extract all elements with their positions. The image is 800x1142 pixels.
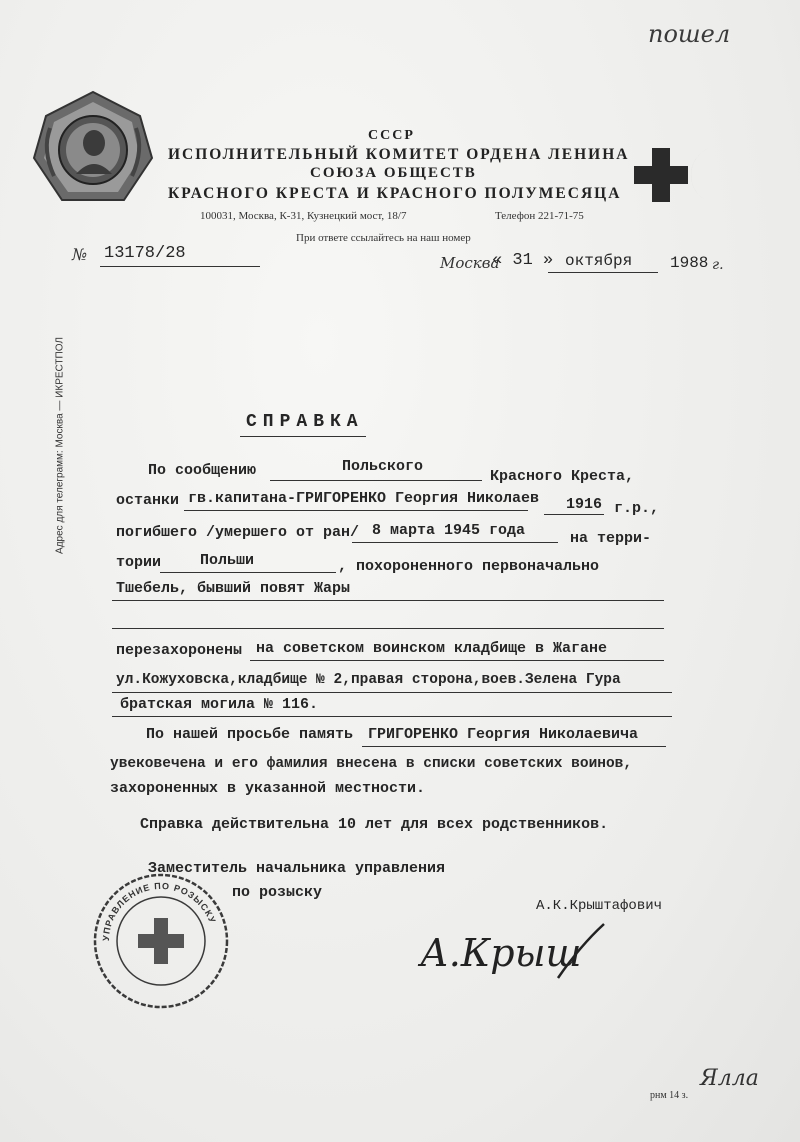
signatory-name: А.К.Крыштафович — [536, 898, 663, 914]
body-line-1b: Польского — [342, 458, 424, 475]
ref-city: Москва — [440, 254, 500, 272]
header-phone: Телефон 221-71-75 — [495, 210, 584, 222]
header-ussr: СССР — [368, 128, 415, 143]
body-line-2b: гв.капитана-ГРИГОРЕНКО Георгия Николаев — [188, 490, 540, 507]
body-line-2a: останки — [116, 492, 180, 509]
order-of-lenin-emblem-icon — [28, 88, 158, 208]
signatory-title-1: Заместитель начальника управления — [148, 860, 446, 877]
header-red-cross: КРАСНОГО КРЕСТА И КРАСНОГО ПОЛУМЕСЯЦА — [168, 185, 622, 202]
round-official-stamp — [88, 868, 234, 1014]
corner-handwritten-note: пошел — [648, 20, 731, 48]
body-line-4c: , похороненного первоначально — [338, 558, 600, 575]
body-line-4a: тории — [116, 554, 162, 571]
body-line-11: захороненных в указанной местности. — [110, 780, 426, 797]
body-line-3c: на терри- — [570, 530, 652, 547]
ref-day: « 31 » — [492, 251, 554, 270]
body-line-3a: погибшего /умершего от ран/ — [116, 524, 360, 541]
header-union: СОЮЗА ОБЩЕСТВ — [310, 165, 477, 181]
body-line-9a: По нашей просьбе память — [146, 726, 354, 743]
body-line-6b: на советском воинском кладбище в Жагане — [256, 640, 608, 657]
body-line-5: Тшебель, бывший повят Жары — [116, 580, 351, 597]
body-line-8: братская могила № 116. — [120, 696, 319, 713]
body-line-2c: 1916 — [566, 496, 603, 513]
header-committee: ИСПОЛНИТЕЛЬНЫЙ КОМИТЕТ ОРДЕНА ЛЕНИНА — [168, 146, 630, 163]
body-line-7: ул.Кожуховска,кладбище № 2,правая сторона,воев.Зелена Гура — [116, 672, 621, 688]
ref-number: 13178/28 — [104, 244, 186, 263]
body-line-6a: перезахоронены — [116, 642, 243, 659]
telegram-address: Адрес для телеграмм: Москва — ИКРЕСТПОЛ — [54, 337, 66, 554]
footer-handwriting: Ялла — [700, 1066, 759, 1091]
handwritten-signature — [408, 916, 618, 990]
ref-year: 1988 — [670, 254, 709, 272]
svg-text:УПРАВЛЕНИЕ ПО РОЗЫСКУ: УПРАВЛЕНИЕ ПО РОЗЫСКУ — [100, 880, 218, 942]
body-line-3b: 8 марта 1945 года — [372, 522, 526, 539]
red-cross-crescent-logo-icon — [632, 140, 742, 210]
footer-code: рнм 14 з. — [650, 1090, 689, 1101]
header-address: 100031, Москва, К-31, Кузнецкий мост, 18/7 — [200, 210, 407, 222]
signatory-title-2: по розыску — [232, 884, 323, 901]
body-line-10: увековечена и его фамилия внесена в списки советских воинов, — [110, 756, 633, 772]
body-line-4b: Польши — [200, 552, 255, 569]
reply-note: При ответе ссылайтесь на наш номер — [296, 232, 471, 244]
ref-prefix: № — [72, 245, 88, 264]
body-line-1c: Красного Креста, — [490, 468, 635, 485]
svg-text:А.Крыш: А.Крыш — [420, 931, 582, 975]
ref-month: октября — [565, 252, 633, 270]
body-line-2d: г.р., — [614, 500, 660, 517]
body-line-12: Справка действительна 10 лет для всех родственников. — [140, 816, 609, 833]
document-title: СПРАВКА — [246, 412, 364, 432]
body-line-1a: По сообщению — [148, 462, 257, 479]
ref-year-suffix: г. — [712, 257, 724, 273]
body-line-9b: ГРИГОРЕНКО Георгия Николаевича — [368, 726, 639, 743]
